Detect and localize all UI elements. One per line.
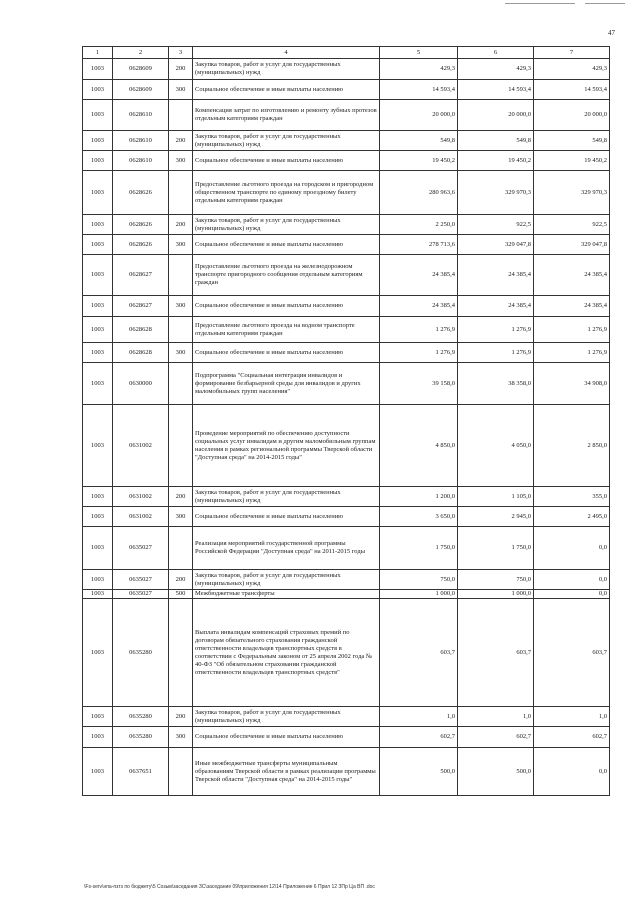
table-row — [83, 131, 610, 151]
amount-col6: 750,0 — [458, 570, 534, 590]
amount-col7: 329 970,3 — [534, 171, 610, 215]
top-rule — [505, 3, 575, 4]
amount-col7: 602,7 — [534, 727, 610, 748]
table-row — [83, 151, 610, 171]
section-code: 1003 — [83, 748, 113, 796]
target-code: 0635280 — [113, 599, 169, 707]
table-row — [83, 317, 610, 343]
description: Предоставление льготного проезда на водном транспорте отдельным категориям граждан — [193, 317, 380, 343]
amount-col7: 24 385,4 — [534, 296, 610, 317]
expense-type: 200 — [169, 131, 193, 151]
amount-col5: 19 450,2 — [380, 151, 458, 171]
table-row — [83, 748, 610, 796]
section-code: 1003 — [83, 707, 113, 727]
amount-col5: 280 963,6 — [380, 171, 458, 215]
section-code: 1003 — [83, 570, 113, 590]
expense-type: 300 — [169, 507, 193, 527]
table-row — [83, 599, 610, 707]
description: Выплата инвалидам компенсаций страховых премий по договорам обязательного страхования гражданской ответственности владельцев транспортных средств в соответствии с Федеральным законом от 25 апреля 2002 года № 40-ФЗ "Об обязательном страховании гражданской ответственности владельцев транспортных средств" — [193, 599, 380, 707]
amount-col7: 329 047,8 — [534, 235, 610, 255]
amount-col7: 429,3 — [534, 59, 610, 80]
description: Закупка товаров, работ и услуг для государственных (муниципальных) нужд — [193, 707, 380, 727]
section-code: 1003 — [83, 296, 113, 317]
section-code: 1003 — [83, 317, 113, 343]
amount-col6: 2 945,0 — [458, 507, 534, 527]
expense-type — [169, 100, 193, 131]
amount-col5: 1 000,0 — [380, 590, 458, 599]
expense-type: 200 — [169, 707, 193, 727]
section-code: 1003 — [83, 59, 113, 80]
amount-col5: 20 000,0 — [380, 100, 458, 131]
amount-col6: 19 450,2 — [458, 151, 534, 171]
description: Социальное обеспечение и иные выплаты населению — [193, 296, 380, 317]
amount-col5: 1 750,0 — [380, 527, 458, 570]
amount-col6: 1 000,0 — [458, 590, 534, 599]
amount-col6: 1 276,9 — [458, 343, 534, 363]
expense-type: 200 — [169, 215, 193, 235]
description: Межбюджетные трансферты — [193, 590, 380, 599]
description: Социальное обеспечение и иные выплаты населению — [193, 80, 380, 100]
column-number: 6 — [458, 47, 534, 59]
target-code: 0628610 — [113, 100, 169, 131]
amount-col7: 1,0 — [534, 707, 610, 727]
amount-col5: 429,3 — [380, 59, 458, 80]
amount-col7: 1 276,9 — [534, 343, 610, 363]
amount-col6: 603,7 — [458, 599, 534, 707]
amount-col7: 2 495,0 — [534, 507, 610, 527]
target-code: 0628627 — [113, 296, 169, 317]
section-code: 1003 — [83, 487, 113, 507]
amount-col6: 1 105,0 — [458, 487, 534, 507]
description: Социальное обеспечение и иные выплаты населению — [193, 151, 380, 171]
target-code: 0628609 — [113, 80, 169, 100]
table-row — [83, 100, 610, 131]
table-row — [83, 363, 610, 405]
amount-col7: 355,0 — [534, 487, 610, 507]
amount-col6: 1 276,9 — [458, 317, 534, 343]
section-code: 1003 — [83, 599, 113, 707]
amount-col6: 1 750,0 — [458, 527, 534, 570]
page-number: 47 — [608, 29, 615, 37]
target-code: 0628627 — [113, 255, 169, 296]
document-path-footer: \Fs-serv\нпа-пзтз по бюджету\5 Созыв\заседания ЗС\заседание 09\приложения 12\14 Приложение 6 Прил 12 ЗПр Ца ВП .doc — [84, 884, 375, 890]
expense-type — [169, 527, 193, 570]
description: Закупка товаров, работ и услуг для государственных (муниципальных) нужд — [193, 487, 380, 507]
target-code: 0635027 — [113, 570, 169, 590]
table-row — [83, 343, 610, 363]
expense-type: 300 — [169, 151, 193, 171]
target-code: 0635280 — [113, 727, 169, 748]
amount-col5: 3 650,0 — [380, 507, 458, 527]
amount-col5: 1 200,0 — [380, 487, 458, 507]
section-code: 1003 — [83, 131, 113, 151]
expense-type — [169, 171, 193, 215]
table-row — [83, 215, 610, 235]
amount-col5: 24 385,4 — [380, 296, 458, 317]
amount-col6: 1,0 — [458, 707, 534, 727]
amount-col7: 0,0 — [534, 527, 610, 570]
target-code: 0630000 — [113, 363, 169, 405]
table-row — [83, 727, 610, 748]
amount-col6: 24 385,4 — [458, 296, 534, 317]
section-code: 1003 — [83, 590, 113, 599]
section-code: 1003 — [83, 405, 113, 487]
expense-type: 300 — [169, 727, 193, 748]
amount-col7: 0,0 — [534, 570, 610, 590]
amount-col7: 0,0 — [534, 748, 610, 796]
section-code: 1003 — [83, 727, 113, 748]
description: Социальное обеспечение и иные выплаты населению — [193, 727, 380, 748]
target-code: 0635027 — [113, 527, 169, 570]
description: Закупка товаров, работ и услуг для государственных (муниципальных) нужд — [193, 215, 380, 235]
section-code: 1003 — [83, 100, 113, 131]
table-row — [83, 80, 610, 100]
target-code: 0628628 — [113, 317, 169, 343]
table-row — [83, 59, 610, 80]
expense-type: 200 — [169, 487, 193, 507]
expense-type — [169, 363, 193, 405]
top-rule — [585, 3, 625, 4]
section-code: 1003 — [83, 343, 113, 363]
table-row — [83, 255, 610, 296]
description: Реализация мероприятий государственной программы Российской Федерации "Доступная среда" на 2011-2015 годы — [193, 527, 380, 570]
amount-col6: 4 050,0 — [458, 405, 534, 487]
amount-col5: 39 158,0 — [380, 363, 458, 405]
amount-col5: 14 593,4 — [380, 80, 458, 100]
target-code: 0635280 — [113, 707, 169, 727]
description: Закупка товаров, работ и услуг для государственных (муниципальных) нужд — [193, 131, 380, 151]
expense-type — [169, 748, 193, 796]
amount-col6: 549,8 — [458, 131, 534, 151]
description: Проведение мероприятий по обеспечению доступности социальных услуг инвалидам и другим маломобильным группам населения в рамках региональной программы Тверской области "Доступная среда" на 2014-2015 годы" — [193, 405, 380, 487]
table-row — [83, 171, 610, 215]
target-code: 0628609 — [113, 59, 169, 80]
column-number-row — [83, 47, 610, 59]
target-code: 0628628 — [113, 343, 169, 363]
expense-type: 300 — [169, 80, 193, 100]
description: Иные межбюджетные трансферты муниципальным образованиям Тверской области в рамках реализации программы Тверской области "Доступная среда" на 2014-2015 годы" — [193, 748, 380, 796]
expense-type: 200 — [169, 570, 193, 590]
target-code: 0628626 — [113, 171, 169, 215]
section-code: 1003 — [83, 215, 113, 235]
amount-col7: 34 908,0 — [534, 363, 610, 405]
amount-col6: 602,7 — [458, 727, 534, 748]
column-number: 7 — [534, 47, 610, 59]
amount-col5: 750,0 — [380, 570, 458, 590]
expense-type: 200 — [169, 59, 193, 80]
expense-type: 500 — [169, 590, 193, 599]
section-code: 1003 — [83, 80, 113, 100]
target-code: 0628610 — [113, 131, 169, 151]
amount-col5: 278 713,6 — [380, 235, 458, 255]
description: Компенсация затрат по изготовлению и ремонту зубных протезов отдельным категориям граждан — [193, 100, 380, 131]
target-code: 0631002 — [113, 487, 169, 507]
column-number: 4 — [193, 47, 380, 59]
expense-type — [169, 405, 193, 487]
target-code: 0628610 — [113, 151, 169, 171]
expense-type — [169, 599, 193, 707]
section-code: 1003 — [83, 255, 113, 296]
target-code: 0631002 — [113, 507, 169, 527]
budget-table — [82, 46, 610, 796]
target-code: 0637651 — [113, 748, 169, 796]
amount-col6: 329 047,8 — [458, 235, 534, 255]
amount-col6: 329 970,3 — [458, 171, 534, 215]
section-code: 1003 — [83, 363, 113, 405]
amount-col6: 14 593,4 — [458, 80, 534, 100]
description: Закупка товаров, работ и услуг для государственных (муниципальных) нужд — [193, 59, 380, 80]
section-code: 1003 — [83, 151, 113, 171]
description: Закупка товаров, работ и услуг для государственных (муниципальных) нужд — [193, 570, 380, 590]
table-row — [83, 707, 610, 727]
amount-col5: 603,7 — [380, 599, 458, 707]
amount-col6: 38 358,0 — [458, 363, 534, 405]
expense-type: 300 — [169, 343, 193, 363]
expense-type: 300 — [169, 235, 193, 255]
column-number: 3 — [169, 47, 193, 59]
description: Подпрограмма "Социальная интеграция инвалидов и формирование безбарьерной среды для инвалидов и других маломобильных групп населения" — [193, 363, 380, 405]
table-row — [83, 507, 610, 527]
amount-col7: 14 593,4 — [534, 80, 610, 100]
amount-col5: 1 276,9 — [380, 317, 458, 343]
amount-col7: 2 850,0 — [534, 405, 610, 487]
target-code: 0628626 — [113, 235, 169, 255]
amount-col7: 24 385,4 — [534, 255, 610, 296]
amount-col7: 549,8 — [534, 131, 610, 151]
expense-type — [169, 317, 193, 343]
description: Предоставление льготного проезда на городском и пригородном общественном транспорте по единому проездному билету отдельным категориям граждан — [193, 171, 380, 215]
target-code: 0635027 — [113, 590, 169, 599]
section-code: 1003 — [83, 235, 113, 255]
table-row — [83, 527, 610, 570]
amount-col5: 24 385,4 — [380, 255, 458, 296]
section-code: 1003 — [83, 527, 113, 570]
amount-col6: 922,5 — [458, 215, 534, 235]
amount-col7: 922,5 — [534, 215, 610, 235]
target-code: 0631002 — [113, 405, 169, 487]
description: Социальное обеспечение и иные выплаты населению — [193, 343, 380, 363]
amount-col5: 4 850,0 — [380, 405, 458, 487]
table-row — [83, 487, 610, 507]
table-row — [83, 296, 610, 317]
section-code: 1003 — [83, 507, 113, 527]
description: Предоставление льготного проезда на железнодорожном транспорте пригородного сообщения отдельным категориям граждан — [193, 255, 380, 296]
expense-type — [169, 255, 193, 296]
amount-col5: 1,0 — [380, 707, 458, 727]
table-row — [83, 570, 610, 590]
amount-col6: 500,0 — [458, 748, 534, 796]
amount-col7: 0,0 — [534, 590, 610, 599]
expense-type: 300 — [169, 296, 193, 317]
table-row — [83, 405, 610, 487]
target-code: 0628626 — [113, 215, 169, 235]
amount-col6: 24 385,4 — [458, 255, 534, 296]
amount-col5: 1 276,9 — [380, 343, 458, 363]
amount-col5: 500,0 — [380, 748, 458, 796]
column-number: 1 — [83, 47, 113, 59]
amount-col7: 603,7 — [534, 599, 610, 707]
amount-col5: 602,7 — [380, 727, 458, 748]
amount-col7: 20 000,0 — [534, 100, 610, 131]
amount-col6: 20 000,0 — [458, 100, 534, 131]
amount-col5: 549,8 — [380, 131, 458, 151]
column-number: 5 — [380, 47, 458, 59]
amount-col7: 1 276,9 — [534, 317, 610, 343]
description: Социальное обеспечение и иные выплаты населению — [193, 507, 380, 527]
table-row — [83, 235, 610, 255]
table-row — [83, 590, 610, 599]
amount-col6: 429,3 — [458, 59, 534, 80]
column-number: 2 — [113, 47, 169, 59]
amount-col7: 19 450,2 — [534, 151, 610, 171]
amount-col5: 2 250,0 — [380, 215, 458, 235]
description: Социальное обеспечение и иные выплаты населению — [193, 235, 380, 255]
section-code: 1003 — [83, 171, 113, 215]
